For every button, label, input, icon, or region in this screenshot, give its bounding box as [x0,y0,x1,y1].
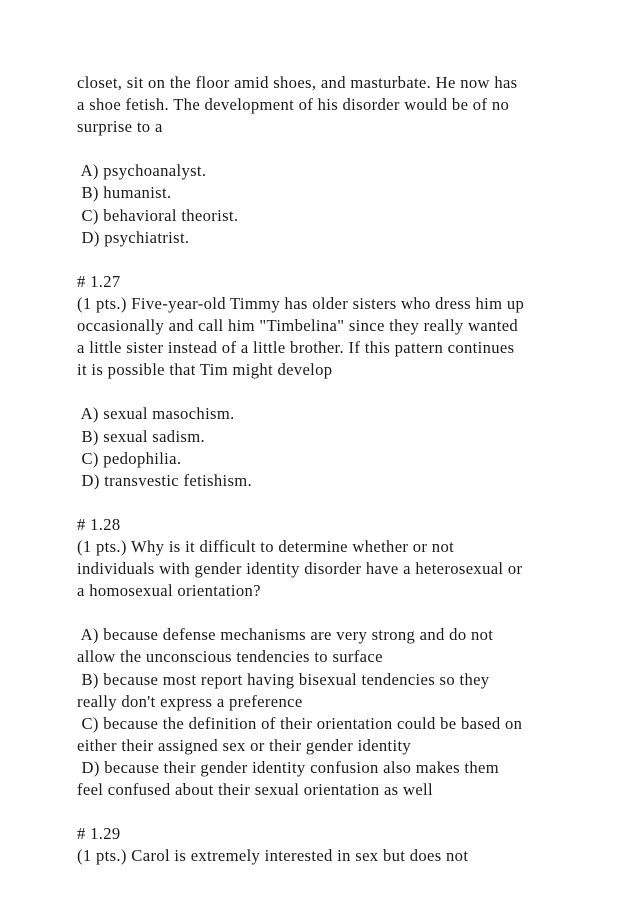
answer-option-continuation: allow the unconscious tendencies to surface [77,647,383,667]
question-text-line: (1 pts.) Why is it difficult to determine whether or not [77,536,455,556]
question-1-28 [77,514,577,801]
answer-option: D) because their gender identity confusion also makes them [77,757,500,777]
question-number: # 1.29 [77,824,121,844]
answer-option-continuation: feel confused about their sexual orientation as well [77,780,433,799]
answer-option-continuation: really don't express a preference [77,691,303,711]
question-1-29 [77,823,577,867]
answer-option: C) pedophilia. [77,448,182,468]
intro-text [77,72,577,138]
text-line: a shoe fetish. The development of his disorder would be of no [77,95,510,115]
answer-option: C) behavioral theorist. [77,205,239,225]
answer-option: A) psychoanalyst. [77,161,207,181]
answer-option: D) transvestic fetishism. [77,470,253,490]
intro-options [77,160,577,248]
answer-option-continuation: either their assigned sex or their gender identity [77,735,412,755]
answer-option: A) sexual masochism. [77,404,235,424]
question-1-27 [77,271,577,492]
answer-option: C) because the definition of their orientation could be based on [77,713,523,733]
question-number: # 1.28 [77,514,121,534]
question-text-line: individuals with gender identity disorder have a heterosexual or [77,559,523,579]
blank-line [77,492,577,514]
question-number: # 1.27 [77,271,121,291]
question-text-line: occasionally and call him "Timbelina" since they really wanted [77,316,519,336]
document-page [77,72,577,867]
question-text-line: (1 pts.) Carol is extremely interested in sex but does not [77,846,469,866]
blank-line [77,381,577,403]
text-line: closet, sit on the floor amid shoes, and masturbate. He now has [77,73,518,92]
blank-line [77,602,577,624]
answer-option: D) psychiatrist. [77,227,190,247]
blank-line [77,801,577,823]
answer-option: B) sexual sadism. [77,426,205,446]
answer-option: B) because most report having bisexual tendencies so they [77,669,490,689]
answer-option: A) because defense mechanisms are very strong and do not [77,625,494,645]
blank-line [77,138,577,160]
answer-option: B) humanist. [77,183,172,203]
blank-line [77,249,577,271]
question-text-line: a homosexual orientation? [77,581,261,601]
text-line: surprise to a [77,117,163,137]
question-text-line: it is possible that Tim might develop [77,360,333,380]
question-text-line: a little sister instead of a little brother. If this pattern continues [77,338,515,358]
question-text-line: (1 pts.) Five-year-old Timmy has older sisters who dress him up [77,293,525,313]
